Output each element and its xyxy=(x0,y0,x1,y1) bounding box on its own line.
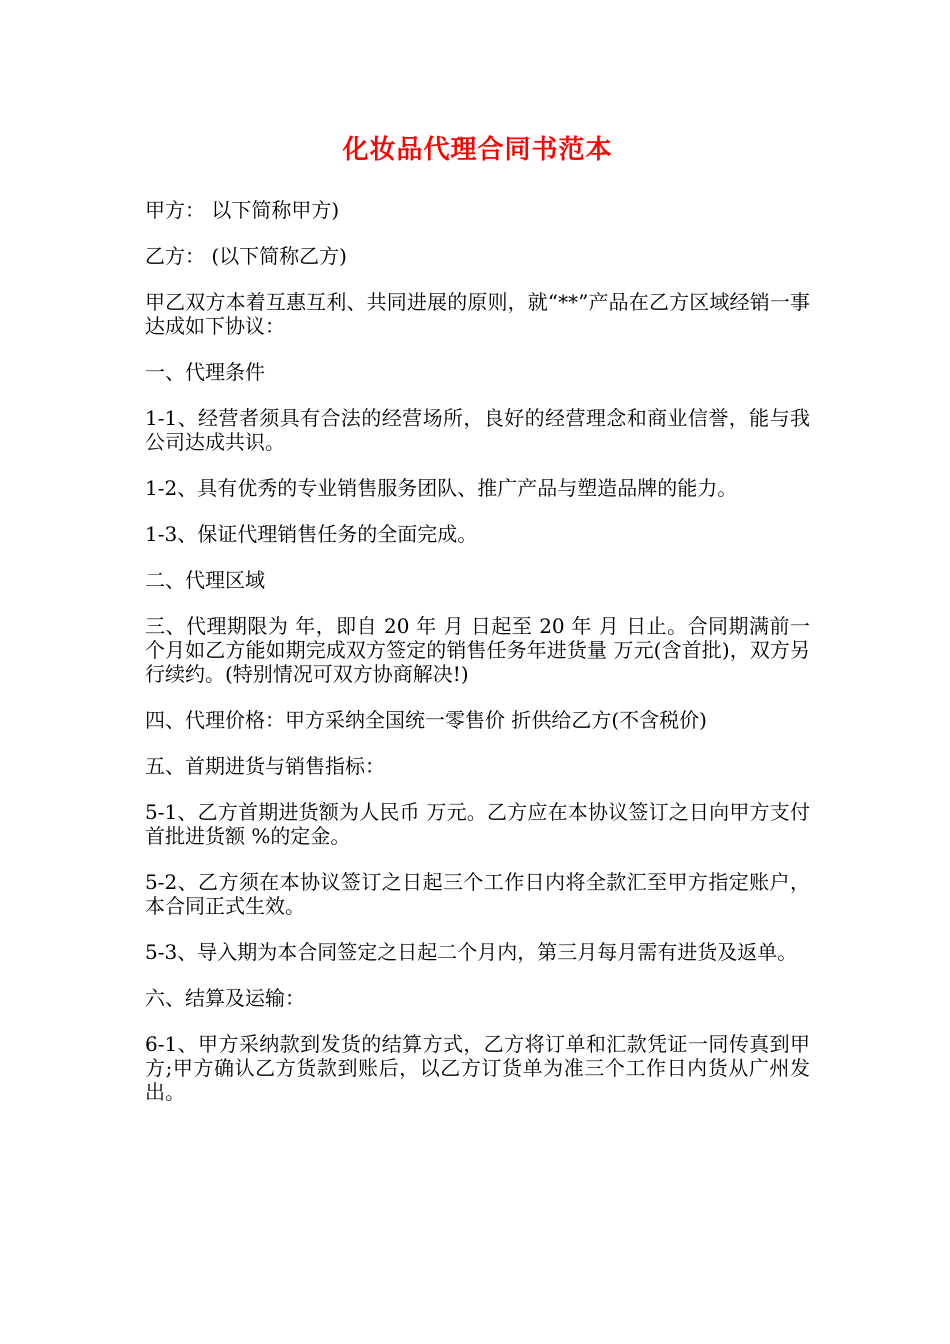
section-term-paragraph: 三、代理期限为 年，即自 20 年 月 日起至 20 年 月 日止。合同期满前一个月如乙方能如期完成双方签定的销售任务年进货量 万元(含首批)，双方另行续约。(特别情况可双方协商解决!) xyxy=(145,614,810,686)
section-heading-conditions: 一、代理条件 xyxy=(145,360,265,384)
clause-5-1: 5-1、乙方首期进货额为人民币 万元。乙方应在本协议签订之日向甲方支付首批进货额 %的定金。 xyxy=(145,800,810,848)
clause-6-1: 6-1、甲方采纳款到发货的结算方式，乙方将订单和汇款凭证一同传真到甲方;甲方确认乙方货款到账后，以乙方订货单为准三个工作日内货从广州发出。 xyxy=(145,1032,810,1104)
clause-5-3: 5-3、导入期为本合同签定之日起二个月内，第三月每月需有进货及返单。 xyxy=(145,940,798,964)
document-title: 化妆品代理合同书范本 xyxy=(342,135,613,165)
section-heading-region: 二、代理区域 xyxy=(145,568,265,592)
clause-5-2: 5-2、乙方须在本协议签订之日起三个工作日内将全款汇至甲方指定账户，本合同正式生效。 xyxy=(145,870,810,918)
section-price-paragraph: 四、代理价格：甲方采纳全国统一零售价 折供给乙方(不含税价) xyxy=(145,708,707,732)
section-heading-first-order: 五、首期进货与销售指标： xyxy=(145,754,385,778)
clause-1-3: 1-3、保证代理销售任务的全面完成。 xyxy=(145,522,478,546)
clause-1-1: 1-1、经营者须具有合法的经营场所，良好的经营理念和商业信誉，能与我公司达成共识。 xyxy=(145,406,810,454)
preamble-paragraph: 甲乙双方本着互惠互利、共同进展的原则，就“**”产品在乙方区域经销一事达成如下协议： xyxy=(145,290,810,338)
clause-1-2: 1-2、具有优秀的专业销售服务团队、推广产品与塑造品牌的能力。 xyxy=(145,476,738,500)
party-b-line: 乙方： (以下简称乙方) xyxy=(145,244,347,268)
section-heading-settlement: 六、结算及运输： xyxy=(145,986,305,1010)
party-a-line: 甲方： 以下简称甲方) xyxy=(145,198,340,222)
